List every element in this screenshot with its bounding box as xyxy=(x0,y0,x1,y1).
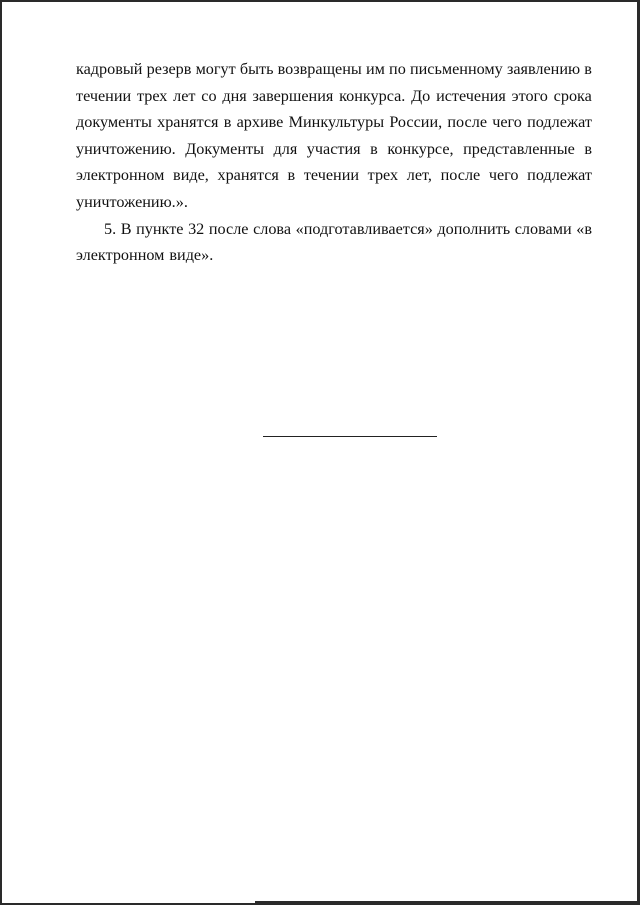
word: словами xyxy=(514,219,572,238)
word: хранятся xyxy=(217,166,279,185)
word: Документы xyxy=(185,139,264,158)
word: виде, xyxy=(173,166,209,185)
word: в xyxy=(223,113,232,132)
text-line xyxy=(76,109,592,136)
document-body xyxy=(76,56,592,269)
text-line xyxy=(76,83,592,110)
word: хранятся xyxy=(157,113,219,132)
word: кадровый xyxy=(76,60,143,78)
word: уничтожению.». xyxy=(76,192,188,211)
word: трех xyxy=(136,86,168,105)
word: «в xyxy=(576,219,592,238)
word: в xyxy=(287,166,296,185)
word: виде». xyxy=(169,246,214,265)
word: слова xyxy=(253,219,292,238)
word: Минкультуры xyxy=(288,113,385,132)
word: электронном xyxy=(76,246,165,265)
word: пункте xyxy=(136,219,184,238)
word: течении xyxy=(76,86,132,105)
word: по xyxy=(389,60,406,78)
word: «подготавливается» xyxy=(295,219,433,238)
word: электронном xyxy=(76,166,165,185)
word: 5. xyxy=(104,219,117,238)
word: после xyxy=(447,113,487,132)
word: России, xyxy=(389,113,443,132)
word: представленные xyxy=(463,139,575,158)
word: 32 xyxy=(188,219,205,238)
word: после xyxy=(440,166,481,185)
word: В xyxy=(120,219,132,238)
word: уничтожению. xyxy=(76,139,176,158)
word: подлежат xyxy=(527,113,592,132)
word: чего xyxy=(488,166,519,185)
word: лет xyxy=(173,86,196,105)
word: письменному xyxy=(409,60,503,78)
word: возвращены xyxy=(277,60,362,78)
word: конкурсе, xyxy=(387,139,454,158)
word: этого xyxy=(511,86,548,105)
word: им xyxy=(365,60,385,78)
word: в xyxy=(370,139,378,158)
word: документы xyxy=(76,113,152,132)
separator-line xyxy=(263,436,437,437)
word: дополнить xyxy=(437,219,511,238)
word: чего xyxy=(492,113,522,132)
word: До xyxy=(411,86,431,105)
word: после xyxy=(208,219,249,238)
paragraph-5-line xyxy=(76,216,592,243)
text-line xyxy=(76,189,592,216)
word: заявлению xyxy=(506,60,581,78)
text-line xyxy=(76,56,592,83)
scan-edge-left xyxy=(0,0,2,905)
word: завершения xyxy=(252,86,334,105)
word: лет, xyxy=(406,166,432,185)
word: истечения xyxy=(436,86,506,105)
word: резерв xyxy=(146,60,192,78)
text-line xyxy=(76,136,592,163)
word: трех xyxy=(367,166,399,185)
word: со xyxy=(201,86,217,105)
word: быть xyxy=(239,60,274,78)
word: в xyxy=(584,60,592,78)
word: участия xyxy=(306,139,361,158)
text-line xyxy=(76,162,592,189)
word: дня xyxy=(222,86,247,105)
word: конкурса. xyxy=(339,86,406,105)
scan-edge-bottom-thick xyxy=(255,901,640,905)
text-line xyxy=(76,242,592,269)
word: для xyxy=(273,139,298,158)
word: в xyxy=(584,139,592,158)
scan-edge-top xyxy=(0,0,640,2)
word: архиве xyxy=(236,113,284,132)
word: подлежат xyxy=(527,166,592,185)
word: срока xyxy=(553,86,592,105)
word: течении xyxy=(303,166,360,185)
word: могут xyxy=(195,60,236,78)
